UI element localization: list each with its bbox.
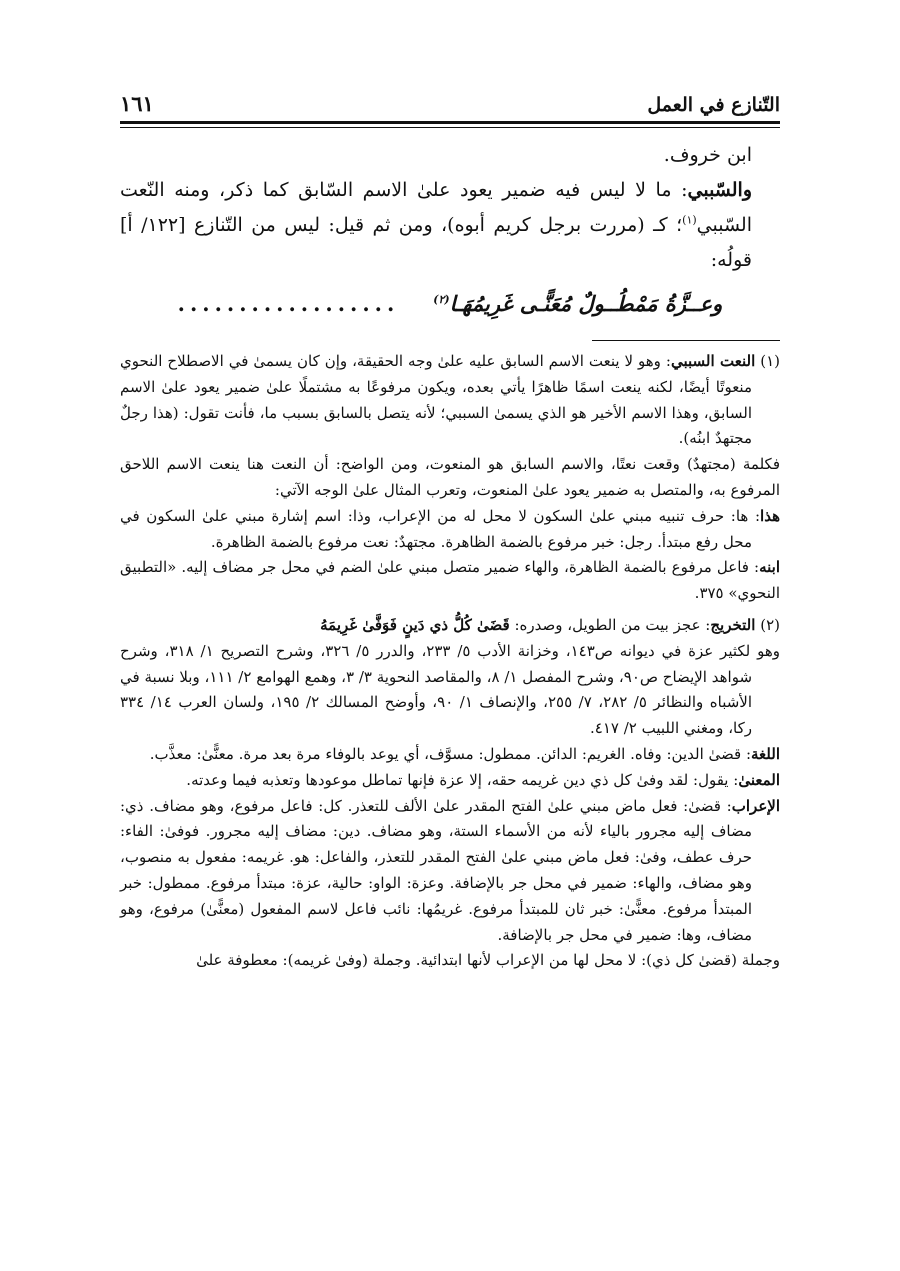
main-paragraph-text-2: ؛ كـ (مررت برجل كريم أبوه)، ومن ثم قيل: ليس من التّنازع [١٢٢/ أ] قولُه:: [120, 214, 752, 271]
term-lugha: اللغة: [751, 744, 780, 763]
footnotes: [120, 349, 780, 974]
footnote-ref-1[interactable]: (١): [682, 213, 697, 227]
footnote-1-term: النعت السببي: [670, 352, 756, 370]
footnote-2-lugha-text: : قضىٰ الدين: وفاه. الغريم: الدائن. ممطول: مسوَّف، أي يوعد بالوفاء مرة بعد مرة. معنًّىٰ: معذَّب.: [149, 744, 752, 763]
verse-hemistich: وعــزَّةُ مَمْطُــولٌ مُعَنًّـى غَرِيمُهَـا$^{(٢)}$: [433, 291, 723, 316]
footnote-ref-2[interactable]: (٢): [433, 293, 450, 306]
footnote-1-para-2: فكلمة (مجتهدٌ) وقعت نعتًا، والاسم السابق هو المنعوت، ومن الواضح: أن النعت هنا ينعت الاسم اللاحق المرفوع به، والمتصل به ضمير يعود علىٰ المنعوت، وتعرب المثال علىٰ الوجه الآتي:: [120, 455, 780, 499]
verse-line: [120, 284, 780, 324]
term-sababi: والسّببي: [687, 179, 752, 201]
main-line-1: ابن خروف.: [663, 144, 752, 166]
verse-ellipsis: ..................: [177, 291, 400, 316]
footnote-1: [120, 349, 780, 452]
running-title: التّنازع في العمل: [647, 94, 780, 116]
footnote-2-sources: وهو لكثير عزة في ديوانه ص١٤٣، وخزانة الأدب ٥/ ٢٣٣، والدرر ٥/ ٣٢٦، وشرح التصريح ١/ ٣١٨، وشرح شواهد الإيضاح ص٩٠، وشرح المفصل ١/ ٨، والمقاصد النحوية ٣/ ٣، وهمع الهوامع ٢/ ١١١، وبلا نسبة في الأشباه والنظائر ٥/ ٢٨٢، ٧/ ٢٥٥، والإنصاف ١/ ٩٠، وأوضح المسالك ٢/ ١٩٥، ولسان العرب ١٤/ ٣٣٤ ركا، ومغني اللبيب ٢/ ٤١٧.: [120, 641, 781, 738]
footnote-separator: [592, 340, 780, 341]
footnote-2-maana: [120, 768, 780, 794]
footnote-2-jumla: وجملة (قضىٰ كل ذي): لا محل لها من الإعراب لأنها ابتدائية. وجملة (وفىٰ غريمه): معطوفة علىٰ: [196, 951, 780, 970]
footnote-1-text: : وهو لا ينعت الاسم السابق عليه علىٰ وجه الحقيقة، وإن كان يسمىٰ في الاصطلاح النحوي منعوتًا أيضًا، لكنه ينعت اسمًا ظاهرًا يأتي بعده، ويكون مرفوعًا به مشتملًا علىٰ ضمير يعود علىٰ الاسم السابق، وهذا الاسم الأخير هو الذي يسمىٰ السببي؛ لأنه يتصل بالسابق بسبب ما، فأنت تقول: (هذا رجلٌ مجتهدٌ ابنُه).: [120, 352, 752, 448]
main-paragraph: [120, 173, 780, 278]
main-paragraph-text: : ما لا ليس فيه ضمير يعود علىٰ الاسم السّابق كما ذكر، ومنه النّعت السّببي: [120, 179, 752, 236]
footnote-1-para-3-text: : ها: حرف تنبيه مبني علىٰ السكون لا محل له من الإعراب، وذا: اسم إشارة مبني علىٰ السكون في محل رفع مبتدأ. رجل: خبر مرفوع بالضمة الظاهرة. مجتهدٌ: نعت مرفوع بالضمة الظاهرة.: [120, 506, 761, 551]
term-hadha: هذا: [760, 506, 780, 525]
term-ibnuhu: ابنه: [759, 558, 780, 577]
term-takhrij: التخريج: [710, 615, 756, 634]
page-number: ١٦١: [120, 91, 154, 116]
footnote-2-lugha: [120, 742, 780, 768]
header-rule-thin: [120, 127, 780, 128]
footnote-2: [120, 613, 780, 639]
footnote-2-verse: قَضَىٰ كُلُّ ذي دَينٍ فَوَفَّىٰ غَرِيمَهُ: [320, 615, 510, 634]
footnote-2-irab-text: : قضىٰ: فعل ماض مبني علىٰ الفتح المقدر علىٰ الألف للتعذر. كل: فاعل مرفوع، وهو مضاف. ذي: مضاف إليه مجرور بالياء لأنه من الأسماء الستة، وهو مضاف. دين: مضاف إليه مجرور. فوفىٰ: الفاء: حرف عطف، وفىٰ: فعل ماض مبني علىٰ الفتح المقدر للتعذر، والفاعل: هو. غريمه: مفعول به منصوب، وهو مضاف، والهاء: ضمير في محل جر بالإضافة. وعزة: الواو: حالية، عزة: مبتدأ مرفوع. ممطول: خبر المبتدأ مرفوع. معنًّىٰ: خبر ثان للمبتدأ مرفوع. غريمُها: نائب فاعل لاسم المفعول (معنًّىٰ) مرفوع، وهو مضاف، وها: ضمير في محل جر بالإضافة.: [120, 796, 752, 944]
footnote-1-para-4-text: : فاعل مرفوع بالضمة الظاهرة، والهاء ضمير متصل مبني علىٰ الضم في محل جر مضاف إليه. «التطبيق النحوي» ٣٧٥.: [120, 558, 780, 603]
footnote-1-marker: (١): [760, 352, 780, 370]
term-irab: الإعراب: [731, 796, 780, 815]
main-text: [120, 138, 780, 324]
page-header: [120, 86, 780, 116]
footnote-1-para-3: [120, 504, 780, 556]
footnote-1-para-4: [120, 555, 780, 607]
footnote-2-text: : عجز بيت من الطويل، وصدره:: [509, 615, 711, 634]
footnote-2-maana-text: : يقول: لقد وفىٰ كل ذي دين غريمه حقه، إلا عزة فإنها تماطل موعودها وتعذبه فيما وعدته.: [186, 770, 739, 789]
footnote-2-marker: (٢): [760, 615, 780, 634]
term-maana: المعنىٰ: [738, 770, 780, 789]
header-rule-thick: [120, 121, 780, 124]
footnote-2-irab: [120, 794, 780, 949]
